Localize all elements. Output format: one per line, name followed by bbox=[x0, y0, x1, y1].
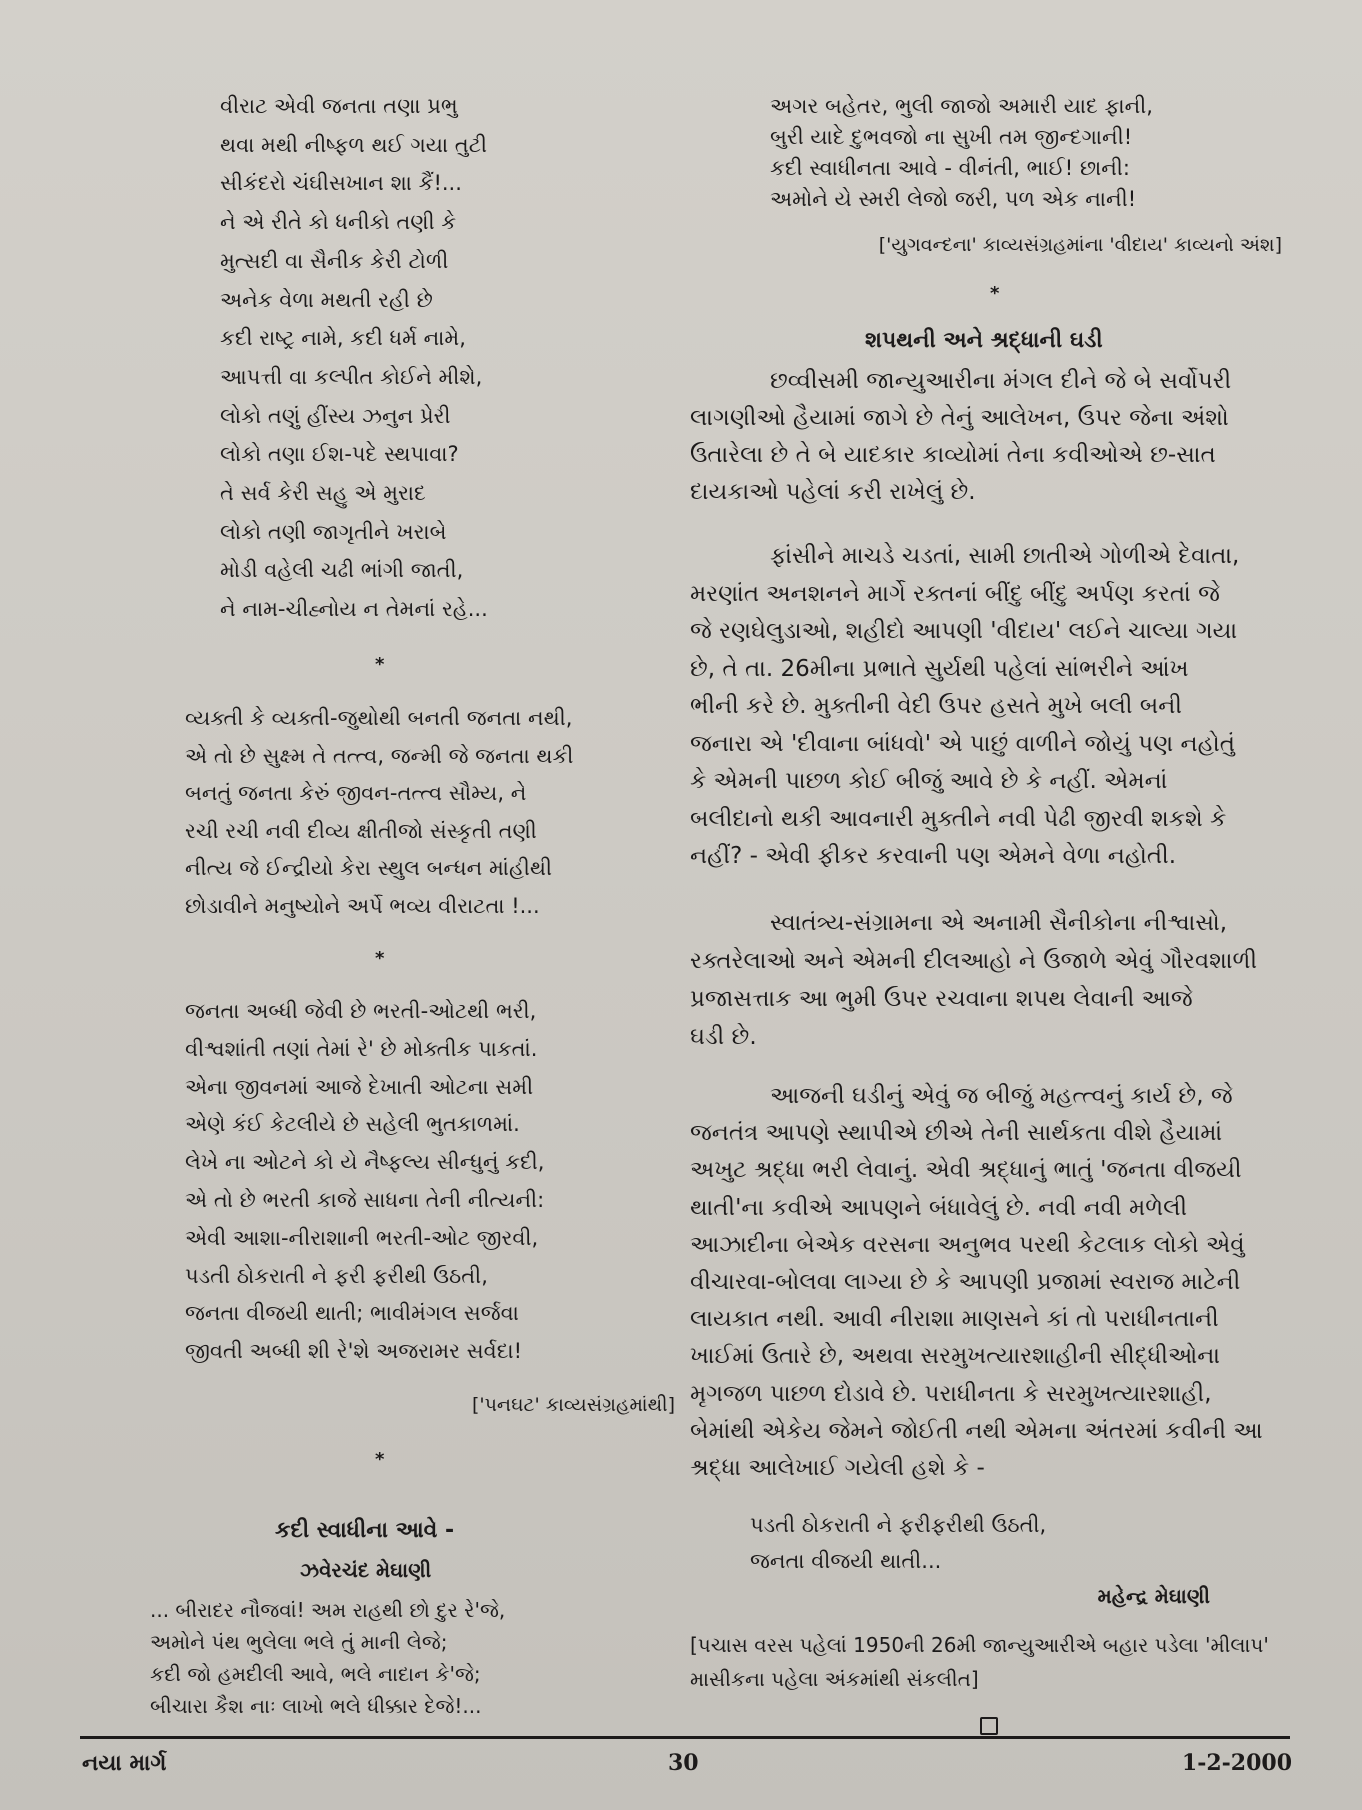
poem-line: વ્યક્તી કે વ્યક્તી-જુથોથી બનતી જનતા નથી, bbox=[185, 706, 573, 730]
paragraph-line: શ્રદ્ધા આલેખાઈ ગયેલી હશે કે - bbox=[690, 1455, 985, 1481]
paragraph-line: પ્રજાસત્તાક આ ભુમી ઉપર રચવાના શપથ લેવાની આજે bbox=[690, 986, 1193, 1012]
poem-line: પડતી ઠોકરાતી ને ફરી ફરીથી ઉઠતી, bbox=[185, 1263, 488, 1288]
section-heading: શપથની અને શ્રદ્ધાની ઘડી bbox=[865, 328, 1103, 353]
divider-star: * bbox=[375, 1449, 385, 1470]
magazine-name: નયા માર્ગ bbox=[82, 1750, 167, 1776]
poem-line: બનતું જનતા કેરું જીવન-તત્ત્વ સૌમ્ય, ને bbox=[185, 781, 527, 805]
poem-line: છોડાવીને મનુષ્યોને અર્પે ભવ્ય વીરાટતા !... bbox=[185, 893, 540, 918]
poem-line: જીવતી અબ્ધી શી રે'શે અજરામર સર્વદા! bbox=[185, 1339, 523, 1364]
paragraph-line: છવ્વીસમી જાન્યુઆરીના મંગલ દીને જે બે સર્વોપરી bbox=[770, 368, 1232, 394]
paragraph-line: છે, તે તા. 26મીના પ્રભાતે સુર્યથી પહેલાં સાંભરીને આંખ bbox=[690, 655, 1189, 682]
paragraph-line: અખુટ શ્રદ્ધા ભરી લેવાનું. એવી શ્રદ્ધાનું ભાતું 'જનતા વીજયી bbox=[690, 1157, 1242, 1184]
poem-line: બીચારા કૈશ નાઃ લાખો ભલે ધીક્કાર દેજે!... bbox=[150, 1694, 482, 1718]
paragraph-line: આજની ઘડીનું એવું જ બીજું મહત્ત્વનું કાર્ય છે, જે bbox=[770, 1083, 1233, 1109]
issue-date: 1-2-2000 bbox=[1181, 1750, 1292, 1776]
source-citation: ['પનઘટ' કાવ્યસંગ્રહમાંથી] bbox=[471, 1394, 675, 1416]
paragraph-line: જે રણઘેલુડાઓ, શહીદો આપણી 'વીદાય' લઈને ચાલ્યા ગયા bbox=[690, 618, 1238, 644]
paragraph-line: જનતંત્ર આપણે સ્થાપીએ છીએ તેની સાર્થકતા વીશે હૈયામાં bbox=[690, 1120, 1223, 1147]
signature: મહેન્દ્ર મેઘાણી bbox=[1097, 1584, 1210, 1608]
poem-line: એ તો છે ભરતી કાજે સાધના તેની નીત્યની: bbox=[185, 1188, 545, 1212]
paragraph-line: દાયકાઓ પહેલાં કરી રાખેલું છે. bbox=[690, 479, 976, 505]
page-number: 30 bbox=[668, 1750, 699, 1776]
poem-line: સીકંદરો ચંઘીસખાન શા કૈં!... bbox=[220, 171, 462, 196]
poem-line: અમોને યે સ્મરી લેજો જરી, પળ એક નાની! bbox=[770, 187, 1137, 211]
paragraph-line: સ્વાતંત્ર્ય-સંગ્રામના એ અનામી સૈનીકોના નીશ્વાસો, bbox=[770, 910, 1228, 936]
divider-star: * bbox=[375, 948, 385, 969]
poem-line: કદી રાષ્ટ્ર નામે, કદી ધર્મ નામે, bbox=[220, 326, 466, 351]
poem-line: લોકો તણા ઈશ-પદે સ્થપાવા? bbox=[220, 442, 459, 467]
paragraph-line: રક્તરેલાઓ અને એમની દીલઆહો ને ઉજાળે એવું ગૌરવશાળી bbox=[690, 948, 1258, 974]
poem-line: એવી આશા-નીરાશાની ભરતી-ઓટ જીરવી, bbox=[185, 1225, 539, 1250]
poem-line: ... બીરાદર નૌજવાં! અમ રાહથી છો દુર રે'જે, bbox=[150, 1598, 506, 1622]
note-line: માસીકના પહેલા અંકમાંથી સંકલીત] bbox=[690, 1667, 979, 1691]
poem-line: થવા મથી નીષ્ફળ થઈ ગયા તુટી bbox=[220, 132, 487, 157]
poem-line: રચી રચી નવી દીવ્ય ક્ષીતીજો સંસ્કૃતી તણી bbox=[185, 818, 537, 843]
paragraph-line: ઉતારેલા છે તે બે યાદકાર કાવ્યોમાં તેના કવીઓએ છ-સાત bbox=[690, 442, 1216, 468]
paragraph-line: આઝાદીના બેએક વરસના અનુભવ પરથી કેટલાક લોકો એવું bbox=[690, 1231, 1245, 1258]
poem-title: કદી સ્વાધીના આવે - bbox=[275, 1518, 455, 1543]
paragraph-line: થાતી'ના કવીએ આપણને બંધાવેલું છે. નવી નવી મળેલી bbox=[690, 1194, 1188, 1221]
paragraph-line: ભીની કરે છે. મુક્તીની વેદી ઉપર હસતે મુખે બલી બની bbox=[690, 693, 1182, 719]
poem-line: ને નામ-ચીહ્નોય ન તેમનાં રહે... bbox=[220, 597, 488, 622]
poem-line: તે સર્વ કેરી સહુ એ મુરાદ bbox=[220, 481, 426, 505]
poem-line: લોકો તણી જાગૃતીને ખરાબે bbox=[220, 519, 447, 544]
poem-line: બુરી યાદે દુભવજો ના સુખી તમ જીન્દગાની! bbox=[770, 125, 1133, 149]
poem-line: જનતા વીજયી થાતી; ભાવીમંગલ સર્જવા bbox=[185, 1301, 519, 1326]
poem-line: લોકો તણું હીંસ્ય ઝનુન પ્રેરી bbox=[220, 403, 451, 428]
poem-line: વીરાટ એવી જનતા તણા પ્રભુ bbox=[220, 94, 458, 118]
paragraph-line: મૃગજળ પાછળ દોડાવે છે. પરાધીનતા કે સરમુખત્યારશાહી, bbox=[690, 1380, 1212, 1407]
quote-line: જનતા વીજયી થાતી... bbox=[750, 1549, 942, 1573]
end-mark-icon bbox=[980, 1717, 998, 1735]
paragraph-line: વીચારવા-બોલવા લાગ્યા છે કે આપણી પ્રજામાં સ્વરાજ માટેની bbox=[690, 1269, 1241, 1295]
paragraph-line: ખાઈમાં ઉતારે છે, અથવા સરમુખત્યારશાહીની સીદ્ધીઓના bbox=[690, 1343, 1220, 1370]
poem-line: અનેક વેળા મથતી રહી છે bbox=[220, 287, 433, 312]
paragraph-line: જનારા એ 'દીવાના બાંધવો' એ પાછું વાળીને જોયું પણ નહોતું bbox=[690, 730, 1235, 757]
paragraph-line: કે એમની પાછળ કોઈ બીજું આવે છે કે નહીં. એમનાં bbox=[690, 768, 1168, 794]
paragraph-line: નહીં? - એવી ફીકર કરવાની પણ એમને વેળા નહોતી. bbox=[690, 843, 1177, 869]
poem-line: ને એ રીતે કો ધનીકો તણી કે bbox=[220, 210, 457, 235]
paragraph-line: બલીદાનો થકી આવનારી મુક્તીને નવી પેઢી જીરવી શકશે કે bbox=[690, 805, 1227, 832]
poem-line: મુત્સદી વા સૈનીક કેરી ટોળી bbox=[220, 248, 449, 273]
paragraph-line: લાયકાત નથી. આવી નીરાશા માણસને કાં તો પરાધીનતાની bbox=[690, 1306, 1219, 1333]
paragraph-line: ફાંસીને માચડે ચડતાં, સામી છાતીએ ગોળીએ દેવાતા, bbox=[770, 543, 1240, 569]
poem-line: એણે કંઈ કેટલીયે છે સહેલી ભુતકાળમાં. bbox=[185, 1112, 520, 1137]
poem-line: નીત્ય જે ઈન્દ્રીયો કેરા સ્થુલ બન્ધન માંહીથી bbox=[185, 856, 552, 880]
quote-line: પડતી ઠોકરાતી ને ફરીફરીથી ઉઠતી, bbox=[750, 1513, 1047, 1537]
divider-star: * bbox=[375, 654, 385, 675]
poem-line: અમોને પંથ ભુલેલા ભલે તું માની લેજે; bbox=[150, 1630, 448, 1654]
poem-line: લેખે ના ઓટને કો યે નૈષ્ફલ્ય સીન્ધુનું કદી, bbox=[185, 1150, 545, 1175]
poem-line: એ તો છે સુક્ષ્મ તે તત્ત્વ, જન્મી જે જનતા થકી bbox=[185, 743, 574, 768]
poem-line: આપત્તી વા કલ્પીત કોઈને મીશે, bbox=[220, 364, 483, 389]
poem-line: મોડી વહેલી ચઢી ભાંગી જાતી, bbox=[220, 558, 464, 583]
divider-star: * bbox=[990, 283, 1000, 304]
poem-line: એના જીવનમાં આજે દેખાતી ઓટના સમી bbox=[185, 1074, 534, 1099]
paragraph-line: મરણાંત અનશનને માર્ગે રક્તનાં બીંદુ બીંદુ અર્પણ કરતાં જે bbox=[690, 580, 1220, 607]
source-citation: ['યુગવન્દના' કાવ્યસંગ્રહમાંના 'વીદાય' કાવ્યનો અંશ] bbox=[878, 234, 1282, 256]
poem-line: જનતા અબ્ધી જેવી છે ભરતી-ઓટથી ભરી, bbox=[185, 999, 537, 1023]
poem-author: ઝવેરચંદ મેઘાણી bbox=[300, 1558, 432, 1582]
poem-line: વીશ્વશાંતી તણાં તેમાં રે' છે મોક્તીક પાકતાં. bbox=[185, 1036, 538, 1061]
paragraph-line: લાગણીઓ હૈયામાં જાગે છે તેનું આલેખન, ઉપર જેના અંશો bbox=[690, 405, 1229, 431]
poem-line: કદી જો હમદીલી આવે, ભલે નાદાન કે'જે; bbox=[150, 1662, 481, 1686]
poem-line: કદી સ્વાધીનતા આવે - વીનંતી, ભાઈ! છાની: bbox=[770, 156, 1130, 180]
paragraph-line: બેમાંથી એકેય જેમને જોઈતી નથી એમના અંતરમાં કવીની આ bbox=[690, 1417, 1263, 1444]
poem-line: અગર બહેતર, ભુલી જાજો અમારી યાદ ફાની, bbox=[770, 94, 1153, 118]
note-line: [પચાસ વરસ પહેલાં 1950ની 26મી જાન્યુઆરીએ બહાર પડેલા 'મીલાપ' bbox=[690, 1633, 1269, 1657]
paragraph-line: ઘડી છે. bbox=[690, 1024, 757, 1050]
footer-rule bbox=[80, 1736, 1290, 1739]
